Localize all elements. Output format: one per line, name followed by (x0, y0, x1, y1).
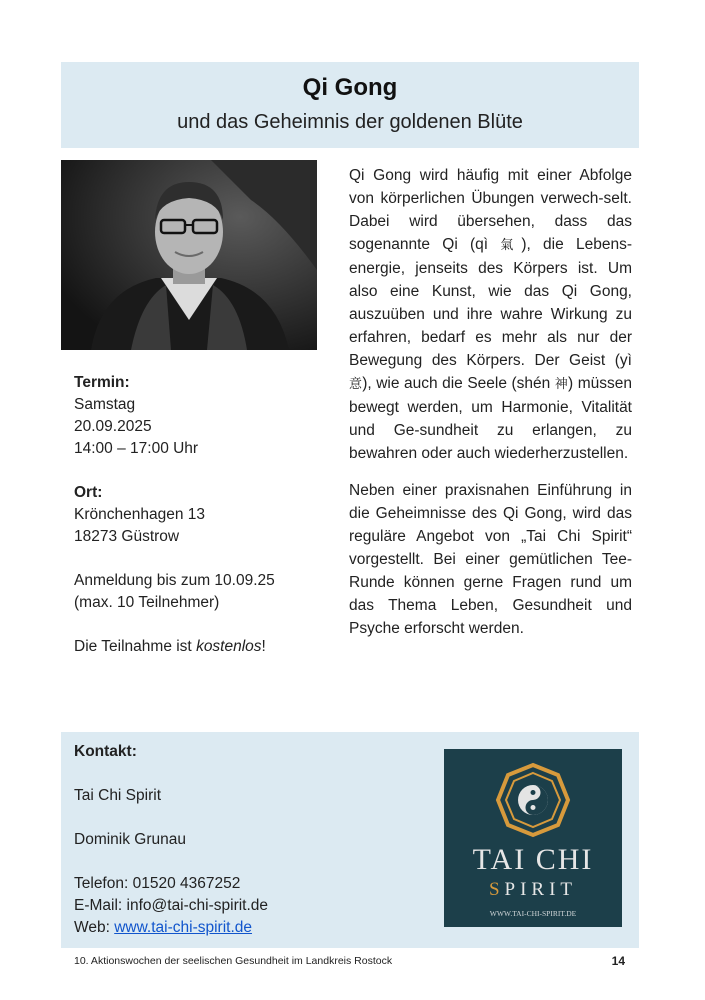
registration-deadline: Anmeldung bis zum 10.09.25 (74, 572, 275, 589)
event-day: Samstag (74, 396, 136, 413)
qi-character: 氣 (500, 238, 522, 253)
contact-panel (61, 732, 639, 948)
contact-person: Dominik Grunau (74, 831, 186, 848)
contact-email: E-Mail: info@tai-chi-spirit.de (74, 897, 269, 914)
logo-url: WWW.TAI-CHI-SPIRIT.DE (489, 909, 577, 918)
tai-chi-spirit-logo (444, 749, 622, 927)
event-details (74, 372, 324, 658)
bagua-icon (444, 749, 622, 839)
website-link[interactable]: www.tai-chi-spirit.de (114, 919, 253, 936)
event-street: Krönchenhagen 13 (74, 506, 206, 523)
description-paragraph-2: Neben einer praxisnahen Einführung in die Geheimnisse des Qi Gong, wird das reguläre Angebot von „Tai Chi Spirit“ vorgestellt. Bei einer gemütlichen Tee-Runde können gerne Fragen rund um das Thema Leben, Gesundheit und Psyche erforscht werden. (349, 482, 632, 637)
logo-spirit-s: S (488, 879, 505, 900)
p1-part-a: Qi Gong wird häufig mit einer Abfolge von körperlichen Übungen verwech-selt. Dabei wird übersehen, dass das sogenannte Qi (qì (349, 167, 632, 253)
portrait-image (61, 160, 317, 350)
page-footer (74, 955, 625, 967)
fee-note (74, 636, 324, 658)
fee-word: kostenlos (196, 638, 262, 655)
ort-label: Ort: (74, 484, 103, 501)
fee-prefix: Die Teilnahme ist (74, 638, 197, 655)
page-title: Qi Gong (302, 74, 398, 101)
contact-org: Tai Chi Spirit (74, 787, 161, 804)
logo-spirit-rest: PIRIT (504, 879, 578, 900)
contact-details (74, 741, 268, 939)
title-banner (61, 62, 639, 148)
contact-web (74, 917, 268, 939)
p1-part-c: ), wie auch die Seele (shén (362, 375, 555, 392)
fee-suffix: ! (261, 638, 266, 655)
page-number: 14 (611, 954, 625, 968)
footer-text: 10. Aktionswochen der seelischen Gesundheit im Landkreis Rostock (74, 955, 393, 967)
p1-part-b: ), die Lebens-energie, jenseits des Körpers ist. Um also eine Kunst, wie das Qi Gong, auszuüben und ihre wahre Wirkung zu erfahren, bedarf es mehr als nur der Bewegung des Körpers. Der Geist (yì (349, 236, 632, 369)
contact-phone: Telefon: 01520 4367252 (74, 875, 241, 892)
event-city: 18273 Güstrow (74, 528, 180, 545)
instructor-photo (61, 160, 317, 350)
termin-label: Termin: (74, 374, 130, 391)
p1-part-d: ) müssen bewegt werden, um Harmonie, Vitalität und Ge-sundheit zu erlangen, zu bewahren oder auch wiederherzustellen. (349, 375, 632, 462)
description-paragraph-1 (349, 164, 632, 465)
logo-tai-chi: TAI CHI (472, 843, 594, 876)
description (349, 164, 632, 654)
page-subtitle: und das Geheimnis der goldenen Blüte (177, 111, 523, 133)
contact-label: Kontakt: (74, 743, 137, 760)
event-date: 20.09.2025 (74, 418, 152, 435)
logo-spirit (444, 879, 622, 901)
shen-character: 神 (554, 377, 569, 392)
event-time: 14:00 – 17:00 Uhr (74, 440, 199, 457)
max-participants: (max. 10 Teilnehmer) (74, 594, 220, 611)
yi-character: 意 (349, 377, 363, 392)
web-label: Web: (74, 919, 115, 936)
